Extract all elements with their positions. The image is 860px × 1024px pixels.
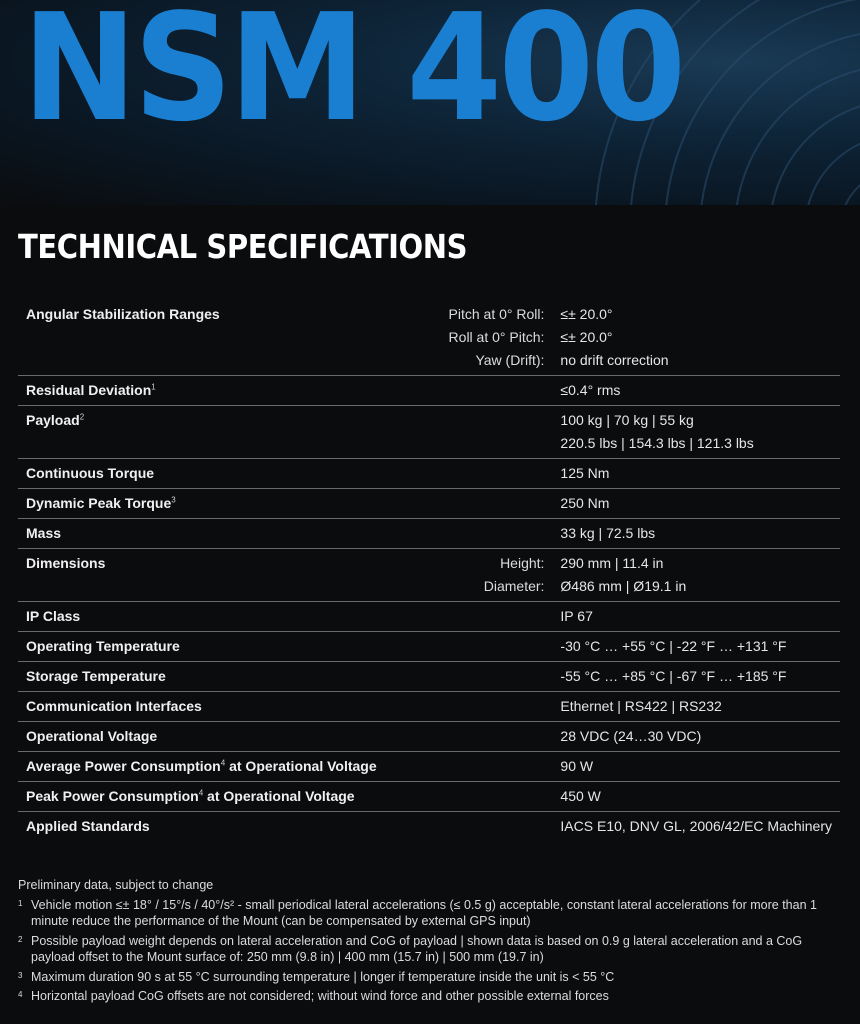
spec-label-text: Angular Stabilization Ranges bbox=[26, 306, 220, 322]
footnote-ref: 4 bbox=[198, 788, 204, 798]
spec-values bbox=[552, 376, 840, 406]
spec-label bbox=[18, 782, 385, 812]
spec-label-text: Storage Temperature bbox=[26, 668, 166, 684]
footnote-ref: 3 bbox=[171, 495, 176, 505]
spec-value: no drift correction bbox=[560, 352, 669, 368]
spec-sublabels bbox=[385, 300, 553, 376]
spec-sublabels bbox=[385, 602, 553, 632]
spec-sublabels bbox=[385, 549, 553, 602]
spec-value: Ø486 mm | Ø19.1 in bbox=[560, 578, 687, 594]
spec-sublabel bbox=[393, 785, 545, 808]
spec-value: 90 W bbox=[560, 758, 594, 774]
spec-value: IP 67 bbox=[560, 608, 593, 624]
spec-label bbox=[18, 519, 385, 549]
section-heading: TECHNICAL SPECIFICATIONS bbox=[18, 227, 468, 266]
spec-sublabel: Diameter: bbox=[483, 578, 545, 594]
spec-values bbox=[552, 722, 840, 752]
spec-label bbox=[18, 549, 385, 602]
spec-values bbox=[552, 812, 840, 842]
footnote-ref: 1 bbox=[151, 382, 156, 392]
spec-row bbox=[18, 376, 840, 406]
spec-sublabel bbox=[393, 725, 545, 748]
spec-values bbox=[552, 300, 840, 376]
footnote-item bbox=[18, 897, 838, 930]
footnote-number: 1 bbox=[18, 898, 23, 908]
spec-label-text: Continuous Torque bbox=[26, 465, 155, 481]
spec-values bbox=[552, 632, 840, 662]
spec-row bbox=[18, 722, 840, 752]
spec-row bbox=[18, 662, 840, 692]
spec-sublabels bbox=[385, 752, 553, 782]
spec-value: 220.5 lbs | 154.3 lbs | 121.3 lbs bbox=[560, 435, 754, 451]
spec-value: ≤0.4° rms bbox=[560, 382, 621, 398]
spec-label-text: Peak Power Consumption bbox=[26, 788, 199, 804]
spec-values bbox=[552, 519, 840, 549]
spec-sublabel bbox=[393, 492, 545, 515]
spec-row bbox=[18, 549, 840, 602]
spec-label-text: IP Class bbox=[26, 608, 81, 624]
spec-label-suffix: at Operational Voltage bbox=[225, 758, 377, 774]
spec-sublabels bbox=[385, 782, 553, 812]
spec-label-text: Payload bbox=[26, 412, 80, 428]
hero-banner bbox=[0, 0, 860, 205]
spec-label-text: Dynamic Peak Torque bbox=[26, 495, 172, 511]
product-title: NSM 400 bbox=[22, 0, 683, 154]
spec-values bbox=[552, 602, 840, 632]
footnote-text: Possible payload weight depends on lateral acceleration and CoG of payload | shown data is based on 0.9 g lateral acceleration and a CoG payload offset to the Mount surface of: 250 mm (9.8 in) | 400 mm (15.7 in) | 500 mm (19.7 in) bbox=[31, 933, 803, 964]
spec-values bbox=[552, 752, 840, 782]
spec-values bbox=[552, 549, 840, 602]
spec-sublabel: Yaw (Drift): bbox=[475, 352, 545, 368]
spec-label-text: Residual Deviation bbox=[26, 382, 152, 398]
spec-label-text: Operating Temperature bbox=[26, 638, 180, 654]
spec-row bbox=[18, 519, 840, 549]
spec-sublabels bbox=[385, 489, 553, 519]
spec-row bbox=[18, 406, 840, 459]
spec-row bbox=[18, 812, 840, 842]
spec-sublabel bbox=[393, 755, 545, 778]
spec-label-text: Communication Interfaces bbox=[26, 698, 202, 714]
spec-label bbox=[18, 632, 385, 662]
spec-sublabel bbox=[393, 665, 545, 688]
spec-sublabels bbox=[385, 519, 553, 549]
spec-label-suffix: at Operational Voltage bbox=[203, 788, 355, 804]
spec-row bbox=[18, 489, 840, 519]
spec-value: 33 kg | 72.5 lbs bbox=[560, 525, 656, 541]
spec-sublabel bbox=[393, 695, 545, 718]
spec-values bbox=[552, 489, 840, 519]
spec-label bbox=[18, 812, 385, 842]
spec-sublabels bbox=[385, 812, 553, 842]
spec-row bbox=[18, 632, 840, 662]
spec-values bbox=[552, 459, 840, 489]
spec-value: Ethernet | RS422 | RS232 bbox=[560, 698, 722, 714]
spec-value: 100 kg | 70 kg | 55 kg bbox=[560, 412, 694, 428]
spec-label bbox=[18, 459, 385, 489]
spec-row bbox=[18, 782, 840, 812]
footnote-intro: Preliminary data, subject to change bbox=[18, 878, 214, 892]
spec-sublabel bbox=[393, 409, 545, 432]
spec-sublabel bbox=[393, 379, 545, 402]
footnote-item bbox=[18, 969, 838, 986]
footnote-ref: 2 bbox=[79, 412, 85, 422]
spec-value: 125 Nm bbox=[560, 465, 610, 481]
spec-sublabels bbox=[385, 662, 553, 692]
spec-value: IACS E10, DNV GL, 2006/42/EC Machinery bbox=[560, 818, 832, 834]
spec-sublabel: Height: bbox=[500, 555, 545, 571]
spec-sublabel bbox=[393, 605, 545, 628]
spec-sublabel bbox=[393, 635, 545, 658]
spec-row bbox=[18, 300, 840, 376]
spec-values bbox=[552, 782, 840, 812]
spec-sublabels bbox=[385, 692, 553, 722]
footnotes bbox=[18, 877, 838, 1005]
spec-sublabel bbox=[393, 815, 545, 838]
spec-row bbox=[18, 459, 840, 489]
spec-label-text: Dimensions bbox=[26, 555, 106, 571]
spec-value: 250 Nm bbox=[560, 495, 610, 511]
spec-label bbox=[18, 692, 385, 722]
spec-value: -55 °C … +85 °C | -67 °F … +185 °F bbox=[560, 668, 787, 684]
spec-label bbox=[18, 300, 385, 376]
spec-value: -30 °C … +55 °C | -22 °F … +131 °F bbox=[560, 638, 787, 654]
spec-value: 450 W bbox=[560, 788, 601, 804]
spec-label bbox=[18, 376, 385, 406]
spec-value: 28 VDC (24…30 VDC) bbox=[560, 728, 702, 744]
spec-row bbox=[18, 602, 840, 632]
spec-label bbox=[18, 406, 385, 459]
spec-label bbox=[18, 752, 385, 782]
spec-label bbox=[18, 722, 385, 752]
spec-label-text: Mass bbox=[26, 525, 62, 541]
spec-label-text: Operational Voltage bbox=[26, 728, 158, 744]
spec-sublabel: Pitch at 0° Roll: bbox=[448, 306, 545, 322]
spec-row bbox=[18, 752, 840, 782]
spec-label-text: Average Power Consumption bbox=[26, 758, 221, 774]
footnote-item bbox=[18, 933, 838, 966]
spec-sublabels bbox=[385, 632, 553, 662]
spec-sublabels bbox=[385, 722, 553, 752]
spec-label bbox=[18, 602, 385, 632]
spec-values bbox=[552, 662, 840, 692]
spec-sublabel bbox=[393, 522, 545, 545]
spec-sublabel bbox=[393, 462, 545, 485]
spec-label-text: Applied Standards bbox=[26, 818, 150, 834]
spec-values bbox=[552, 406, 840, 459]
footnote-number: 3 bbox=[18, 970, 23, 980]
spec-value: ≤± 20.0° bbox=[560, 329, 613, 345]
spec-label bbox=[18, 662, 385, 692]
spec-table bbox=[18, 300, 840, 841]
footnote-number: 4 bbox=[18, 990, 23, 999]
spec-label bbox=[18, 489, 385, 519]
footnote-number: 2 bbox=[18, 934, 23, 944]
spec-values bbox=[552, 692, 840, 722]
footnote-text: Maximum duration 90 s at 55 °C surrounding temperature | longer if temperature inside the unit is < 55 °C bbox=[31, 969, 615, 984]
footnote-text: Vehicle motion ≤± 18° / 15°/s / 40°/s² - small periodical lateral accelerations (≤ 0.5 g) acceptable, constant lateral accelerations for more than 1 minute reduce the performance of the Mount (can be compensated by external GPS input) bbox=[31, 897, 817, 928]
spec-value: 290 mm | 11.4 in bbox=[560, 555, 664, 571]
spec-sublabel: Roll at 0° Pitch: bbox=[448, 329, 545, 345]
spec-row bbox=[18, 692, 840, 722]
spec-value: ≤± 20.0° bbox=[560, 306, 613, 322]
footnote-text: Horizontal payload CoG offsets are not considered; without wind force and other possible external forces bbox=[31, 989, 609, 1003]
spec-sublabels bbox=[385, 459, 553, 489]
footnote-item bbox=[18, 988, 838, 1005]
footnote-ref: 4 bbox=[220, 758, 226, 768]
spec-sublabel bbox=[393, 432, 545, 455]
spec-sublabels bbox=[385, 406, 553, 459]
spec-sublabels bbox=[385, 376, 553, 406]
